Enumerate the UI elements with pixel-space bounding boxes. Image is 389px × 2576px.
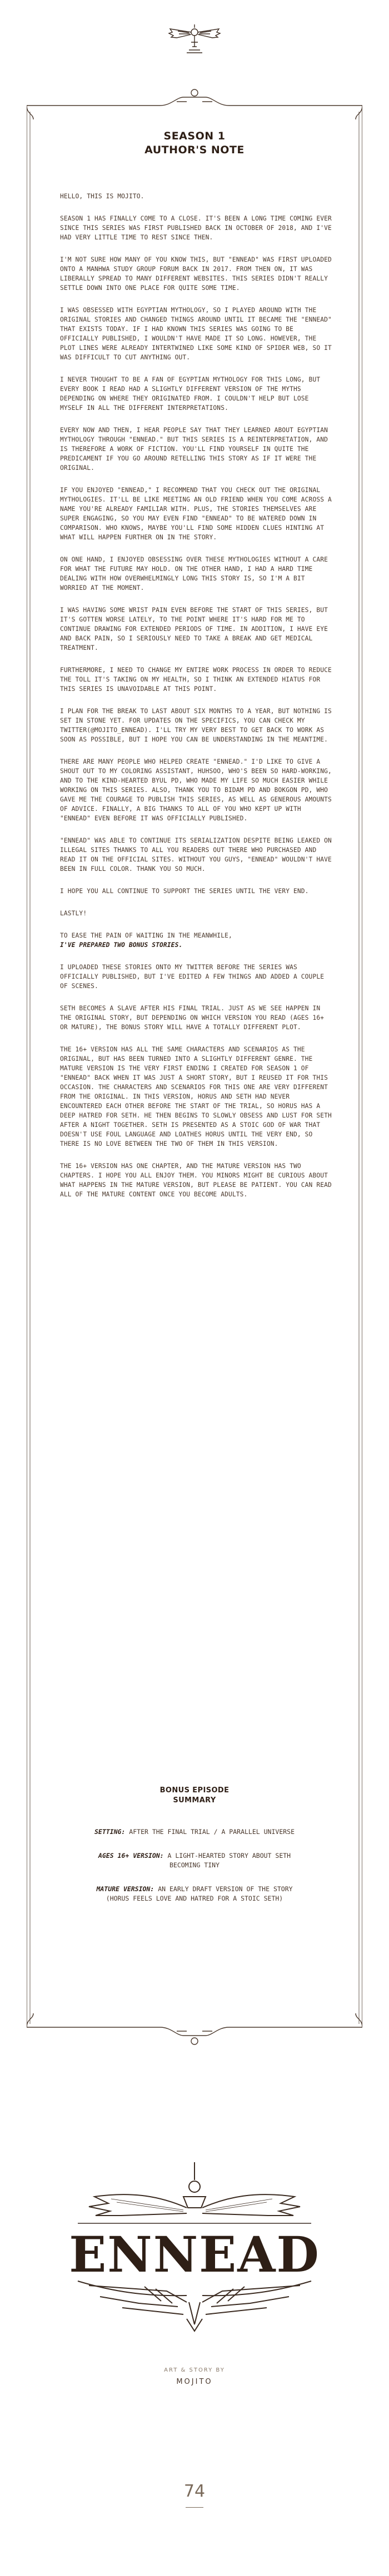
mature-version-text: AN EARLY DRAFT VERSION OF THE STORY (HORUS FEELS LOVE AND HATRED FOR A STOIC SETH) [106,1885,293,1902]
mature-version-label: MATURE VERSION: [96,1885,154,1893]
note-paragraph: SETH BECOMES A SLAVE AFTER HIS FINAL TRIAL. JUST AS WE SEE HAPPEN IN THE ORIGINAL STORY, BUT DEPENDING ON WHICH VERSION YOU READ (AGES 16+ OR MATURE), THE BONUS STORY WILL HAVE A TOTALLY DIFFERENT PLOT. [60,1005,325,1031]
ages-version-text: A LIGHT-HEARTED STORY ABOUT SETH BECOMING TINY [167,1852,291,1869]
bonus-summary [83,1827,306,1918]
note-paragraph: I PLAN FOR THE BREAK TO LAST ABOUT SIX MONTHS TO A YEAR, BUT NOTHING IS SET IN STONE YET. FOR UPDATES ON THE SPECIFICS, YOU CAN CHECK MY TWITTER(@MOJITO_ENNEAD). I'LL TRY MY VERY BEST TO GET BACK TO WORK AS SOON AS POSSIBLE, BUT I HOPE YOU CAN BE UNDERSTANDING IN THE MEANTIME. [60,708,332,743]
note-paragraph: LASTLY! [60,910,87,917]
note-paragraph: IF YOU ENJOYED "ENNEAD," I RECOMMEND THAT YOU CHECK OUT THE ORIGINAL MYTHOLOGIES. IT'LL BE LIKE MEETING AN OLD FRIEND WHEN YOU COME ACROSS A NAME YOU'RE ALREADY FAMILIAR WITH. PLUS, THE STORIES THEMSELVES ARE SUPER ENGAGING, SO YOU MAY EVEN FIND "ENNEAD" TO BE WATERED DOWN IN COMPARISON. WHO KNOWS, MAYBE YOU'LL FIND SOME HIDDEN CLUES HINTING AT WHAT WILL HAPPEN FURTHER ON IN THE STORY. [60,487,332,541]
setting-text: AFTER THE FINAL TRIAL / A PARALLEL UNIVERSE [129,1828,295,1836]
note-paragraph: HELLO, THIS IS MOJITO. [60,193,144,200]
summary-ages-version [83,1851,306,1870]
author-note-title: AUTHOR'S NOTE [144,144,245,156]
credits-author: MOJITO [176,2378,213,2386]
note-paragraph: I NEVER THOUGHT TO BE A FAN OF EGYPTIAN MYTHOLOGY FOR THIS LONG, BUT EVERY BOOK I READ HAD A SLIGHTLY DIFFERENT VERSION OF THE MYTHS DEPENDING ON WHERE THEY ORIGINATED FROM. I COULDN'T HELP BUT LOSE MYSELF IN ALL THE DIFFERENT INTERPRETATIONS. [60,376,321,412]
note-paragraph: TO EASE THE PAIN OF WAITING IN THE MEANWHILE, [60,932,232,939]
season-title: SEASON 1 [163,130,226,142]
note-paragraph: I HOPE YOU ALL CONTINUE TO SUPPORT THE SERIES UNTIL THE VERY END. [60,888,309,895]
winged-logo-icon [56,2158,333,2336]
ages-version-label: AGES 16+ VERSION: [98,1852,164,1860]
bonus-episode-title: BONUS EPISODE [159,1786,230,1795]
credits-label: ART & STORY BY [164,2367,225,2373]
note-paragraph: I WAS HAVING SOME WRIST PAIN EVEN BEFORE THE START OF THIS SERIES, BUT IT'S GOTTEN WORSE LATELY, TO THE POINT WHERE IT'S HARD FOR ME TO CONTINUE DRAWING FOR EXTENDED PERIODS OF TIME. IN ADDITION, I HAVE EYE AND BACK PAIN, SO I SERIOUSLY NEED TO TAKE A BREAK AND GET MEDICAL TREATMENT. [60,607,328,651]
page-number-underline [186,2507,203,2508]
summary-mature-version [83,1885,306,1903]
note-paragraph: I WAS OBSESSED WITH EGYPTIAN MYTHOLOGY, SO I PLAYED AROUND WITH THE ORIGINAL STORIES AND CHANGED THINGS AROUND UNTIL IT BECAME THE "ENNEAD" THAT EXISTS TODAY. IF I HAD KNOWN THIS SERIES WAS GOING TO BE OFFICIALLY PUBLISHED, I WOULDN'T HAVE MADE IT SO LONG. HOWEVER, THE PLOT LINES WERE ALREADY INTERTWINED LIKE SOME KIND OF SPIDER WEB, SO IT WAS DIFFICULT TO CUT ANYTHING OUT. [60,307,332,361]
note-paragraph: EVERY NOW AND THEN, I HEAR PEOPLE SAY THAT THEY LEARNED ABOUT EGYPTIAN MYTHOLOGY THROUGH "ENNEAD." BUT THIS SERIES IS A REINTERPRETATION, AND IS THEREFORE A WORK OF FICTION. YOU'LL FIND YOURSELF IN QUITE THE PREDICAMENT IF YOU GO AROUND RETELLING THIS STORY AS IF IT WERE THE ORIGINAL. [60,427,328,472]
logo-title: ENNEAD [69,2226,320,2283]
page-number: 74 [183,2482,206,2501]
bonus-announcement: I'VE PREPARED TWO BONUS STORIES. [60,941,183,949]
note-paragraph: I'M NOT SURE HOW MANY OF YOU KNOW THIS, BUT "ENNEAD" WAS FIRST UPLOADED ONTO A MANHWA STUDY GROUP FORUM BACK IN 2017. FROM THEN ON, IT WAS LIBERALLY SPREAD TO MANY DIFFERENT WEBSITES. THIS SERIES DIDN'T REALLY SETTLE DOWN INTO ONE PLACE FOR QUITE SOME TIME. [60,256,332,292]
winged-sun-emblem-icon [167,22,222,56]
note-paragraph: SEASON 1 HAS FINALLY COME TO A CLOSE. IT'S BEEN A LONG TIME COMING EVER SINCE THIS SERIES WAS FIRST PUBLISHED BACK IN OCTOBER OF 2018, AND I'VE HAD VERY LITTLE TIME TO REST SINCE THEN. [60,215,332,241]
bonus-summary-title: SUMMARY [173,1796,216,1805]
author-note-body [60,192,335,1212]
note-paragraph: THERE ARE MANY PEOPLE WHO HELPED CREATE "ENNEAD." I'D LIKE TO GIVE A SHOUT OUT TO MY COLORING ASSISTANT, HUHSOO, WHO'S BEEN SO HARD-WORKING, AND TO THE KIND-HEARTED BYUL PD, WHO MADE MY LIFE SO MUCH EASIER WHILE WORKING ON THIS SERIES. ALSO, THANK YOU TO BIDAM PD AND BOKGON PD, WHO GAVE ME THE COURAGE TO PUBLISH THIS SERIES, AS WELL AS GENEROUS AMOUNTS OF ADVICE. FINALLY, A BIG THANKS TO ALL OF YOU WHO KEPT UP WITH "ENNEAD" EVEN BEFORE IT WAS OFFICIALLY PUBLISHED. [60,758,332,822]
note-paragraph: ON ONE HAND, I ENJOYED OBSESSING OVER THESE MYTHOLOGIES WITHOUT A CARE FOR WHAT THE FUTURE MAY HOLD. ON THE OTHER HAND, I HAD A HARD TIME DEALING WITH HOW OVERWHELMINGLY LONG THIS STORY IS, SO I'M A BIT WORRIED AT THE MOMENT. [60,556,328,592]
setting-label: SETTING: [94,1828,126,1836]
note-paragraph: I UPLOADED THESE STORIES ONTO MY TWITTER BEFORE THE SERIES WAS OFFICIALLY PUBLISHED, BUT I'VE EDITED A FEW THINGS AND ADDED A COUPLE OF SCENES. [60,964,325,990]
note-paragraph: "ENNEAD" WAS ABLE TO CONTINUE ITS SERIALIZATION DESPITE BEING LEAKED ON ILLEGAL SITES THANKS TO ALL YOU READERS OUT THERE WHO PURCHASED AND READ IT ON THE OFFICIAL SITES. WITHOUT YOU GUYS, "ENNEAD" WOULDN'T HAVE BEEN IN FULL COLOR. THANK YOU SO MUCH. [60,837,332,873]
note-paragraph: FURTHERMORE, I NEED TO CHANGE MY ENTIRE WORK PROCESS IN ORDER TO REDUCE THE TOLL IT'S TAKING ON MY HEALTH, SO I THINK AN EXTENDED HIATUS FOR THIS SERIES IS UNAVOIDABLE AT THIS POINT. [60,666,332,693]
note-paragraph: THE 16+ VERSION HAS ONE CHAPTER, AND THE MATURE VERSION HAS TWO CHAPTERS. I HOPE YOU ALL ENJOY THEM. YOU MINORS MIGHT BE CURIOUS ABOUT WHAT HAPPENS IN THE MATURE VERSION, BUT PLEASE BE PATIENT. YOU CAN READ ALL OF THE MATURE CONTENT ONCE YOU BECOME ADULTS. [60,1162,332,1198]
summary-setting [83,1827,306,1837]
ennead-logo [56,2158,333,2336]
note-paragraph: THE 16+ VERSION HAS ALL THE SAME CHARACTERS AND SCENARIOS AS THE ORIGINAL, BUT HAS BEEN TURNED INTO A SLIGHTLY DIFFERENT GENRE. THE MATURE VERSION IS THE VERY FIRST ENDING I CREATED FOR SEASON 1 OF "ENNEAD" BACK WHEN IT WAS JUST A SHORT STORY, BUT I REUSED IT FOR THIS OCCASION. THE CHARACTERS AND SCENARIOS FOR THIS ONE ARE VERY DIFFERENT FROM THE ORIGINAL. IN THIS VERSION, HORUS AND SETH HAD NEVER ENCOUNTERED EACH OTHER BEFORE THE START OF THE TRIAL, SO HORUS HAS A DEEP HATRED FOR SETH. HE THEN BEGINS TO SLOWLY OBSESS AND LUST FOR SETH AFTER A NIGHT TOGETHER. SETH IS PRESENTED AS A STOIC GOD OF WAR THAT DOESN'T USE FOUL LANGUAGE AND LOATHES HORUS UNTIL THE VERY END, SO THERE IS NO LOVE BETWEEN THE TWO OF THEM IN THIS VERSION. [60,1046,332,1147]
